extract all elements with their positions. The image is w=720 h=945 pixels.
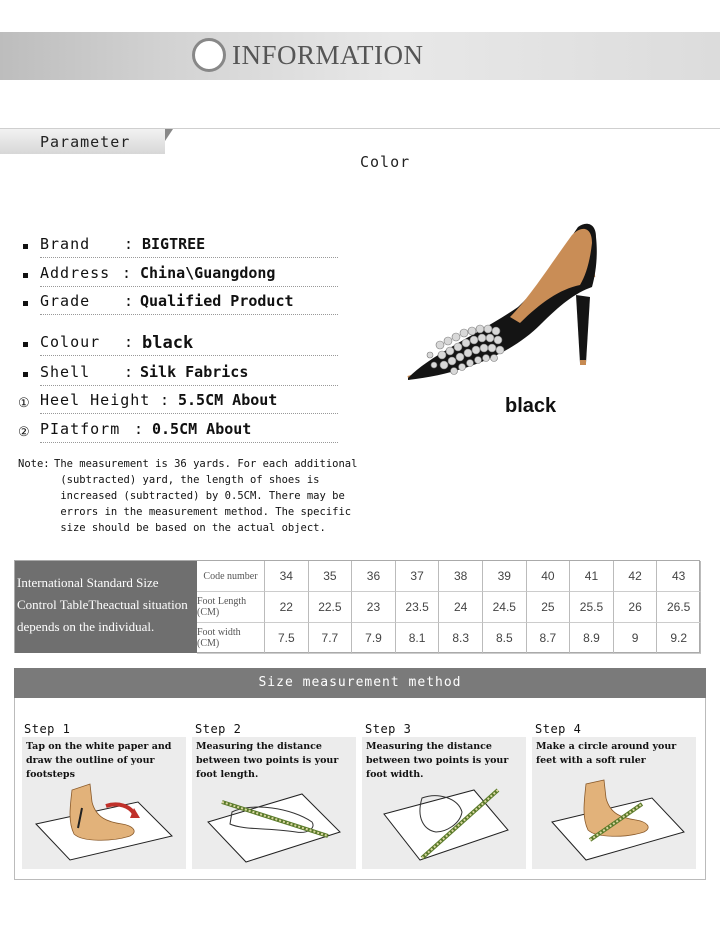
step-3-desc: Measuring the distance between two points is your foot width. bbox=[366, 741, 509, 780]
spec-separator: : bbox=[124, 292, 134, 310]
step-2-desc: Measuring the distance between two points is your foot length. bbox=[196, 741, 339, 780]
spec-value: China\Guangdong bbox=[140, 264, 276, 282]
size-cell: 40 bbox=[527, 561, 571, 592]
spec-row bbox=[18, 333, 338, 355]
square-bullet-icon bbox=[23, 244, 28, 249]
tab-notch bbox=[165, 129, 173, 141]
size-cell: 24.5 bbox=[483, 592, 527, 623]
dotted-divider bbox=[40, 355, 338, 356]
size-row-label: Foot width (CM) bbox=[197, 623, 265, 654]
size-cell: 7.5 bbox=[265, 623, 309, 654]
size-table-row bbox=[197, 561, 701, 592]
spec-key: Heel Height bbox=[40, 391, 151, 409]
size-cell: 38 bbox=[439, 561, 483, 592]
spec-value: 5.5CM About bbox=[178, 391, 278, 409]
spec-separator: : bbox=[124, 235, 134, 253]
shoe-heel bbox=[576, 295, 590, 363]
spec-row bbox=[18, 292, 338, 314]
size-cell: 36 bbox=[352, 561, 396, 592]
square-bullet-icon bbox=[23, 273, 28, 278]
size-cell: 7.7 bbox=[309, 623, 353, 654]
spec-key: Brand bbox=[40, 235, 91, 253]
size-cell: 25 bbox=[527, 592, 571, 623]
spec-row bbox=[18, 420, 338, 442]
size-table bbox=[14, 560, 700, 653]
spec-value: Silk Fabrics bbox=[140, 363, 249, 381]
size-cell: 23.5 bbox=[396, 592, 440, 623]
spec-separator: : bbox=[160, 391, 170, 409]
spec-key: Address bbox=[40, 264, 111, 282]
size-cell: 41 bbox=[570, 561, 614, 592]
size-cell: 8.3 bbox=[439, 623, 483, 654]
dotted-divider bbox=[40, 385, 338, 386]
step-3-illustration bbox=[362, 772, 526, 867]
spec-separator: : bbox=[134, 420, 144, 438]
spec-separator: : bbox=[124, 333, 134, 351]
size-row-label: Code number bbox=[197, 561, 265, 592]
size-cell: 35 bbox=[309, 561, 353, 592]
step-4-illustration bbox=[532, 772, 696, 867]
step-3-title: Step 3 bbox=[365, 722, 412, 736]
note-prefix: Note: bbox=[18, 458, 50, 470]
numbered-bullet: ② bbox=[18, 424, 30, 439]
size-cell: 34 bbox=[265, 561, 309, 592]
dotted-divider bbox=[40, 413, 338, 414]
size-cell: 8.5 bbox=[483, 623, 527, 654]
size-cell: 8.9 bbox=[570, 623, 614, 654]
step-2-title: Step 2 bbox=[195, 722, 242, 736]
circle-icon bbox=[192, 38, 226, 72]
dotted-divider bbox=[40, 286, 338, 287]
parameter-label: Parameter bbox=[40, 133, 131, 151]
size-table-row bbox=[197, 592, 701, 623]
product-color-name: black bbox=[505, 395, 557, 417]
size-cell: 37 bbox=[396, 561, 440, 592]
spec-row bbox=[18, 363, 338, 385]
size-cell: 7.9 bbox=[352, 623, 396, 654]
numbered-bullet: ① bbox=[18, 395, 30, 410]
method-title: Size measurement method bbox=[258, 675, 462, 690]
size-cell: 42 bbox=[614, 561, 658, 592]
spec-row bbox=[18, 264, 338, 286]
spec-value: black bbox=[142, 333, 194, 353]
spec-value: Qualified Product bbox=[140, 292, 294, 310]
step-1-desc: Tap on the white paper and draw the outline of your footsteps bbox=[26, 741, 172, 780]
step-1-illustration bbox=[22, 772, 186, 867]
spec-value: BIGTREE bbox=[142, 235, 206, 253]
spec-key: Shell bbox=[40, 363, 91, 381]
step-4-desc: Make a circle around your feet with a soft ruler bbox=[536, 741, 677, 766]
size-cell: 43 bbox=[657, 561, 701, 592]
size-cell: 9.2 bbox=[657, 623, 701, 654]
spec-key: Grade bbox=[40, 292, 91, 310]
size-cell: 22 bbox=[265, 592, 309, 623]
square-bullet-icon bbox=[23, 301, 28, 306]
spec-separator: : bbox=[124, 363, 134, 381]
size-table-header: International Standard Size Control TableTheactual situation depends on the individual. bbox=[15, 561, 197, 653]
size-cell: 39 bbox=[483, 561, 527, 592]
note-text: The measurement is 36 yards. For each additional (subtracted) yard, the length of shoes is increased (subtracted) by 0.5CM. There may be errors in the measurement method. The specific size should be based on the actual object. bbox=[54, 458, 358, 534]
step-1-title: Step 1 bbox=[24, 722, 71, 736]
size-cell: 23 bbox=[352, 592, 396, 623]
size-table-row bbox=[197, 623, 701, 654]
size-row-label: Foot Length (CM) bbox=[197, 592, 265, 623]
spec-value: 0.5CM About bbox=[152, 420, 252, 438]
banner-title: INFORMATION bbox=[232, 40, 424, 70]
square-bullet-icon bbox=[23, 372, 28, 377]
dotted-divider bbox=[40, 257, 338, 258]
size-cell: 9 bbox=[614, 623, 658, 654]
dotted-divider bbox=[40, 442, 338, 443]
spec-row bbox=[18, 391, 338, 413]
spec-separator: : bbox=[122, 264, 132, 282]
spec-row bbox=[18, 235, 338, 257]
spec-key: Colour bbox=[40, 333, 101, 351]
square-bullet-icon bbox=[23, 342, 28, 347]
spec-key: PIatform bbox=[40, 420, 121, 438]
size-cell: 25.5 bbox=[570, 592, 614, 623]
size-cell: 8.1 bbox=[396, 623, 440, 654]
size-cell: 22.5 bbox=[309, 592, 353, 623]
shoe-image bbox=[400, 215, 620, 390]
size-cell: 24 bbox=[439, 592, 483, 623]
size-cell: 26.5 bbox=[657, 592, 701, 623]
color-label: Color bbox=[360, 153, 411, 171]
step-4-title: Step 4 bbox=[535, 722, 582, 736]
dotted-divider bbox=[40, 314, 338, 315]
step-2-illustration bbox=[192, 772, 356, 867]
size-cell: 8.7 bbox=[527, 623, 571, 654]
size-cell: 26 bbox=[614, 592, 658, 623]
